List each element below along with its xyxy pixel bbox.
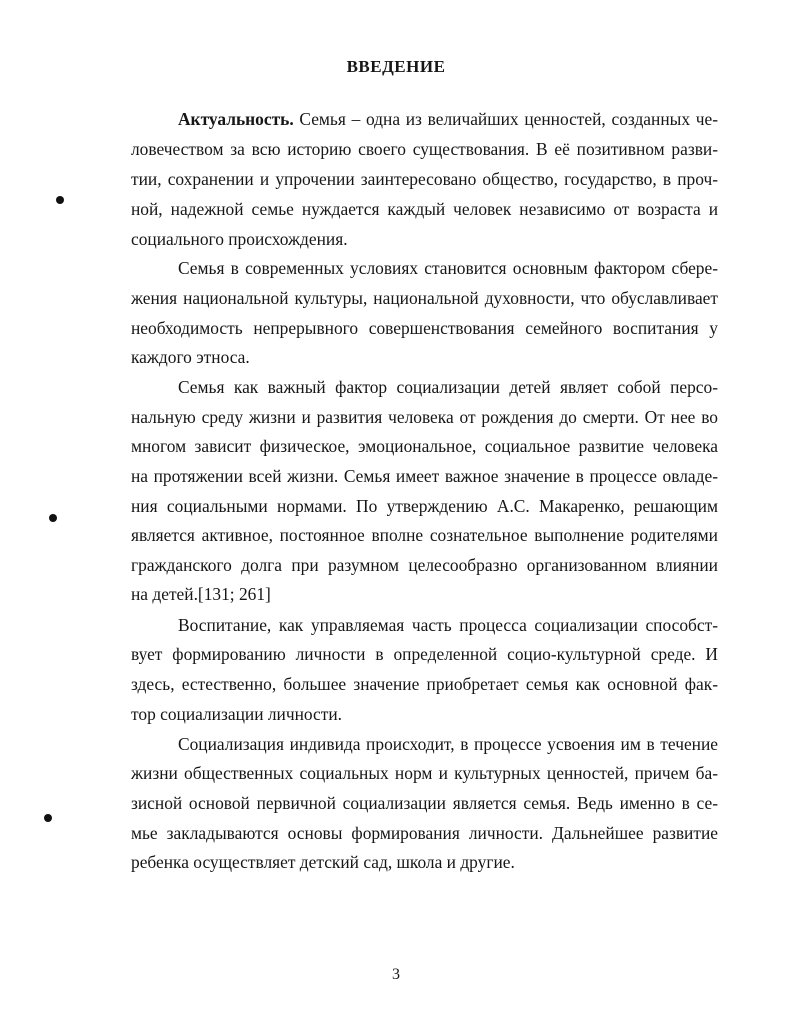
paragraph-line: многом зависит физическое, эмоциональное, социальное развитие человека xyxy=(131,436,718,456)
paragraph-line: гражданского долга при разумном целесообразно организованном влиянии xyxy=(131,555,718,575)
paragraph-line: на протяжении всей жизни. Семья имеет важное значение в процессе овладе- xyxy=(131,466,718,486)
paragraph-line: ребенка осуществляет детский сад, школа и другие. xyxy=(131,852,515,872)
paragraph-line: здесь, естественно, большее значение приобретает семья как основной фак- xyxy=(131,674,718,694)
paragraph-line: тор социализации личности. xyxy=(131,704,342,724)
paragraph-line: Семья в современных условиях становится основным фактором сбере- xyxy=(178,258,718,278)
binder-hole-mark xyxy=(44,814,52,822)
paragraph-line: нальную среду жизни и развития человека от рождения до смерти. От нее во xyxy=(131,407,718,427)
paragraph-line xyxy=(178,107,718,131)
paragraph-line: вует формированию личности в определенной социо-культурной среде. И xyxy=(131,644,718,664)
paragraph-line: является активное, постоянное вполне сознательное выполнение родителями xyxy=(131,525,718,545)
paragraph-line: ния социальными нормами. По утверждению А.С. Макаренко, решающим xyxy=(131,496,718,516)
paragraph-line: Социализация индивида происходит, в процессе усвоения им в течение xyxy=(178,734,718,754)
paragraph-line: необходимость непрерывного совершенствования семейного воспитания у xyxy=(131,318,718,338)
paragraph-line: ловечеством за всю историю своего существования. В её позитивном разви- xyxy=(131,139,718,159)
paragraph-line: ной, надежной семье нуждается каждый человек независимо от возраста и xyxy=(131,199,718,219)
paragraph-line: на детей.[131; 261] xyxy=(131,584,271,604)
paragraph-line: мье закладываются основы формирования личности. Дальнейшее развитие xyxy=(131,823,718,843)
lead-term: Актуальность. xyxy=(178,109,294,129)
binder-hole-mark xyxy=(49,514,57,522)
paragraph-line: зисной основой первичной социализации является семья. Ведь именно в се- xyxy=(131,793,718,813)
paragraph-line: социального происхождения. xyxy=(131,229,348,249)
page-number: 3 xyxy=(392,966,400,983)
paragraph-line: жения национальной культуры, национальной духовности, что обуславливает xyxy=(131,288,718,308)
section-title: ВВЕДЕНИЕ xyxy=(346,57,446,76)
paragraph-line: каждого этноса. xyxy=(131,347,250,367)
binder-hole-mark xyxy=(56,196,64,204)
paragraph-line: Воспитание, как управляемая часть процесса социализации способст- xyxy=(178,615,718,635)
paragraph-line: жизни общественных социальных норм и культурных ценностей, причем ба- xyxy=(131,763,718,783)
paragraph-line: тии, сохранении и упрочении заинтересовано общество, государство, в проч- xyxy=(131,169,718,189)
paragraph-line: Семья как важный фактор социализации детей являет собой персо- xyxy=(178,377,718,397)
line-text: Семья – одна из величайших ценностей, созданных че- xyxy=(293,109,718,129)
